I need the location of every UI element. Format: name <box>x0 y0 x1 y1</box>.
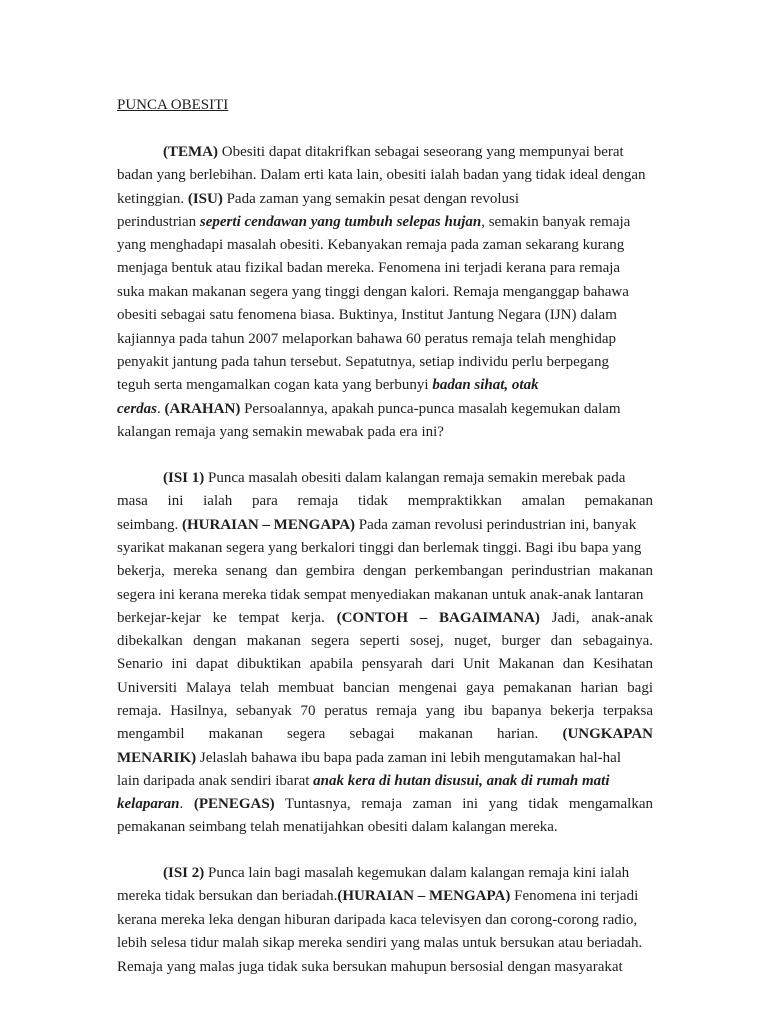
text-line: lebih selesa tidur malah sikap mereka sendiri yang malas untuk bersukan atau beriadah. <box>117 935 643 951</box>
text-line: teguh serta mengamalkan cogan kata yang berbunyi badan sihat, otak <box>117 377 539 393</box>
label-isi-1: (ISI 1) <box>163 470 205 486</box>
text-line: badan yang berlebihan. Dalam erti kata lain, obesiti ialah badan yang tidak ideal dengan <box>117 167 646 183</box>
label-tema: (TEMA) <box>163 144 218 160</box>
text-line: kajiannya pada tahun 2007 melaporkan bahawa 60 peratus remaja telah menghidap <box>117 331 616 347</box>
text-line: suka makan makanan segera yang tinggi dengan kalori. Remaja menganggap bahawa <box>117 284 629 300</box>
text-line: syarikat makanan segera yang berkalori tinggi dan berlemak tinggi. Bagi ibu bapa yang <box>117 540 642 556</box>
text-line: masa ini ialah para remaja tidak mempraktikkan amalan pemakanan <box>117 493 653 509</box>
label-isi-2: (ISI 2) <box>163 865 205 881</box>
label-ungkapan: (UNGKAPAN <box>562 726 653 742</box>
text-line: seimbang. (HURAIAN – MENGAPA) Pada zaman revolusi perindustrian ini, banyak <box>117 517 637 533</box>
text-line: pemakanan seimbang telah menatijahkan obesiti dalam kalangan mereka. <box>117 819 558 835</box>
text-line: dibekalkan dengan makanan segera seperti sosej, nuget, burger dan sebagainya. <box>117 633 653 649</box>
peribahasa: seperti cendawan yang tumbuh selepas hujan <box>199 214 482 230</box>
text-line: bekerja, mereka senang dan gembira dengan perkembangan perindustrian makanan <box>117 563 653 579</box>
text-line: Remaja yang malas juga tidak suka bersukan mahupun bersosial dengan masyarakat <box>117 959 623 975</box>
text-line: kalangan remaja yang semakin mewabak pada era ini? <box>117 424 444 440</box>
document-title: PUNCA OBESITI <box>117 97 229 113</box>
text-line: menjaga bentuk atau fizikal badan mereka. Fenomena ini terjadi kerana para remaja <box>117 260 621 276</box>
text-line: berkejar-kejar ke tempat kerja. (CONTOH – BAGAIMANA) Jadi, anak-anak <box>117 610 653 626</box>
text-line: Senario ini dapat dibuktikan apabila pensyarah dari Unit Makanan dan Kesihatan <box>117 656 653 672</box>
text-line: lain daripada anak sendiri ibarat anak kera di hutan disusui, anak di rumah mati <box>117 773 610 789</box>
text-line: segera ini kerana mereka tidak sempat menyediakan makanan untuk anak-anak lantaran <box>117 587 644 603</box>
label-huraian: (HURAIAN – MENGAPA) <box>337 888 511 904</box>
text-line: cerdas. (ARAHAN) Persoalannya, apakah punca-punca masalah kegemukan dalam <box>117 401 621 417</box>
text-line: penyakit jantung pada tahun tersebut. Sepatutnya, setiap individu perlu berpegang <box>117 354 609 370</box>
text-line: mereka tidak bersukan dan beriadah.(HURAIAN – MENGAPA) Fenomena ini terjadi <box>117 888 639 904</box>
text-line: MENARIK) Jelaslah bahawa ibu bapa pada zaman ini lebih mengutamakan hal-hal <box>117 750 622 766</box>
label-isu: (ISU) <box>187 191 223 207</box>
label-penegas: (PENEGAS) <box>193 796 275 812</box>
text-line: kerana mereka leka dengan hiburan daripada kaca televisyen dan corong-corong radio, <box>117 912 638 928</box>
label-contoh: (CONTOH – BAGAIMANA) <box>336 610 540 626</box>
text-line: kelaparan. (PENEGAS) Tuntasnya, remaja zaman ini yang tidak mengamalkan <box>117 796 653 812</box>
peribahasa: anak kera di hutan disusui, anak di rumah mati <box>313 773 610 789</box>
cogan-kata: badan sihat, otak <box>432 377 539 393</box>
label-arahan: (ARAHAN) <box>164 401 241 417</box>
text-line: yang menghadapi masalah obesiti. Kebanyakan remaja pada zaman sekarang kurang <box>117 237 625 253</box>
text-line: remaja. Hasilnya, sebanyak 70 peratus remaja yang ibu bapanya bekerja terpaksa <box>117 703 653 719</box>
text-line: ketinggian. (ISU) Pada zaman yang semakin pesat dengan revolusi <box>117 191 519 207</box>
text-line: (ISI 1) Punca masalah obesiti dalam kalangan remaja semakin merebak pada <box>163 470 626 486</box>
text-line: mengambil makanan segera sebagai makanan harian. (UNGKAPAN <box>117 726 653 742</box>
text-line: (ISI 2) Punca lain bagi masalah kegemukan dalam kalangan remaja kini ialah <box>163 865 630 881</box>
text-line: obesiti sebagai satu fenomena biasa. Buktinya, Institut Jantung Negara (IJN) dalam <box>117 307 617 323</box>
label-huraian: (HURAIAN – MENGAPA) <box>182 517 356 533</box>
text-line: (TEMA) Obesiti dapat ditakrifkan sebagai seseorang yang mempunyai berat <box>163 144 624 160</box>
text-line: perindustrian seperti cendawan yang tumbuh selepas hujan, semakin banyak remaja <box>117 214 631 230</box>
text-line: Universiti Malaya telah membuat bancian mengenai gaya pemakanan harian bagi <box>117 680 653 696</box>
